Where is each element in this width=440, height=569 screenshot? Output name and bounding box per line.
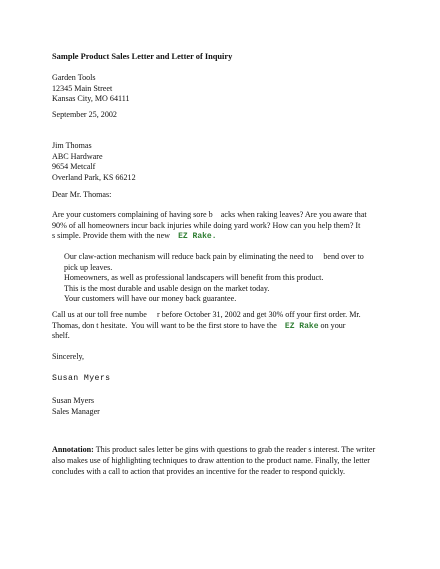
cta-text-after: on your (320, 320, 346, 330)
recipient-street: 9654 Metcalf (52, 162, 96, 171)
cta-line (52, 321, 392, 332)
signer-name: Susan Myers (52, 396, 95, 405)
paragraph-intro (52, 210, 392, 242)
salutation: Dear Mr. Thomas: (52, 190, 112, 199)
product-name-highlight: EZ Rake (284, 321, 319, 331)
product-name-highlight: EZ Rake. (178, 232, 217, 241)
closing: Sincerely, (52, 352, 85, 361)
sender-street: 12345 Main Street (52, 83, 113, 93)
sender-city: Kansas City, MO 64111 (52, 94, 130, 103)
recipient-address (52, 141, 392, 183)
benefit-item: Homeowners, as well as professional landscapers will benefit from this product. (64, 273, 324, 282)
signer-title: Sales Manager (52, 406, 100, 416)
signer-block (52, 396, 392, 417)
signature: Susan Myers (52, 374, 111, 383)
annotation-text: This product sales letter be gins with questions to grab the reader s interest. The writer also makes use of highlighting techniques to draw attention to the product name. Finally, the letter concludes with a call to action that provides an incentive for the reader to respond quickly. (52, 445, 376, 476)
paragraph-intro-line: Are your customers complaining of having sore b acks when raking leaves? Are you aware that (52, 210, 367, 219)
sender-address (52, 73, 392, 105)
cta-text: Thomas, don t hesitate. You will want to be the first store to have the (52, 320, 277, 330)
cta-line: Call us at our toll free numbe r before October 31, 2002 and get 30% off your first order. Mr. (52, 310, 361, 319)
recipient-city: Overland Park, KS 66212 (52, 172, 136, 182)
paragraph-intro-line (52, 231, 392, 242)
recipient-company: ABC Hardware (52, 151, 103, 161)
benefit-item: This is the most durable and usable design on the market today. (64, 283, 270, 293)
benefits-list (64, 252, 384, 305)
annotation-label: Annotation: (52, 445, 94, 454)
benefit-item: Your customers will have our money back guarantee. (64, 294, 237, 303)
cta-line: shelf. (52, 331, 70, 340)
benefit-item: Our claw-action mechanism will reduce back pain by eliminating the need to bend over to (64, 252, 364, 261)
paragraph-intro-text: s simple. Provide them with the new (52, 231, 171, 240)
sender-company: Garden Tools (52, 73, 96, 82)
benefit-item: pick up leaves. (64, 262, 113, 272)
recipient-name: Jim Thomas (52, 141, 92, 150)
letter-date: September 25, 2002 (52, 110, 117, 119)
paragraph-call-to-action (52, 310, 392, 342)
paragraph-intro-line: 90% of all homeowners incur back injuries while doing yard work? How can you help them? It (52, 220, 361, 230)
annotation (52, 445, 382, 477)
letter-title: Sample Product Sales Letter and Letter of Inquiry (52, 52, 233, 61)
